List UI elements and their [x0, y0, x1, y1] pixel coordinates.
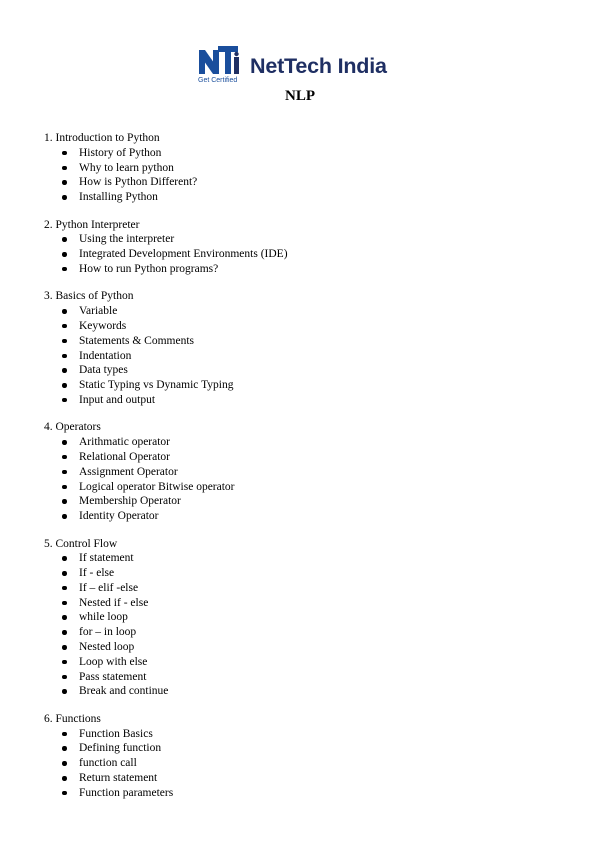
list-item [44, 378, 564, 393]
syllabus-section [44, 218, 564, 277]
list-item-text: Loop with else [79, 655, 148, 668]
syllabus-section [44, 289, 564, 407]
list-item [44, 146, 564, 161]
bullet-icon [62, 615, 67, 620]
nettech-logo [198, 44, 408, 88]
bullet-icon [62, 267, 67, 272]
list-item [44, 771, 564, 786]
page-title: NLP [285, 88, 315, 104]
list-item-text: If - else [79, 567, 115, 580]
section-title: 2. Python Interpreter [44, 218, 140, 231]
list-item [44, 509, 564, 524]
section-title: 3. Basics of Python [44, 290, 134, 303]
bullet-icon [62, 368, 67, 373]
bullet-icon [62, 237, 67, 242]
list-item-text: Input and output [79, 393, 156, 406]
bullet-icon [62, 455, 67, 460]
list-item-text: Function parameters [79, 786, 174, 799]
list-item-text: Data types [79, 364, 128, 377]
list-item-text: Integrated Development Environments (IDE) [79, 248, 288, 261]
list-item [44, 727, 564, 742]
syllabus-section [44, 712, 564, 801]
list-item [44, 363, 564, 378]
bullet-icon [62, 601, 67, 606]
list-item-text: Indentation [79, 349, 132, 362]
list-item [44, 670, 564, 685]
section-title: 4. Operators [44, 421, 101, 434]
list-item-text: Relational Operator [79, 450, 171, 463]
list-item [44, 435, 564, 450]
list-item-text: while loop [79, 611, 128, 624]
syllabus-content [44, 131, 564, 813]
list-item [44, 581, 564, 596]
bullet-icon [62, 645, 67, 650]
list-item [44, 625, 564, 640]
bullet-icon [62, 586, 67, 591]
list-item [44, 247, 564, 262]
bullet-icon [62, 761, 67, 766]
list-item [44, 786, 564, 801]
list-item [44, 596, 564, 611]
bullet-icon [62, 195, 67, 200]
bullet-icon [62, 689, 67, 694]
list-item [44, 262, 564, 277]
topic-list [44, 435, 564, 524]
list-item-text: Assignment Operator [79, 465, 178, 478]
bullet-icon [62, 791, 67, 796]
list-item [44, 551, 564, 566]
bullet-icon [62, 309, 67, 314]
list-item-text: Using the interpreter [79, 233, 175, 246]
bullet-icon [62, 324, 67, 329]
list-item-text: Return statement [79, 772, 158, 785]
list-item [44, 393, 564, 408]
section-title: 1. Introduction to Python [44, 132, 160, 144]
list-item [44, 610, 564, 625]
bullet-icon [62, 339, 67, 344]
topic-list [44, 304, 564, 408]
bullet-icon [62, 556, 67, 561]
list-item [44, 334, 564, 349]
syllabus-section [44, 420, 564, 524]
list-item-text: Logical operator Bitwise operator [79, 480, 235, 493]
bullet-icon [62, 499, 67, 504]
bullet-icon [62, 571, 67, 576]
list-item-text: How is Python Different? [79, 176, 198, 189]
list-item-text: If statement [79, 552, 134, 565]
topic-list [44, 232, 564, 276]
bullet-icon [62, 514, 67, 519]
list-item-text: function call [79, 757, 137, 770]
list-item [44, 640, 564, 655]
topic-list [44, 146, 564, 205]
list-item-text: Break and continue [79, 685, 169, 698]
bullet-icon [62, 252, 67, 257]
list-item-text: Identity Operator [79, 510, 159, 523]
list-item-text: Function Basics [79, 727, 153, 740]
bullet-icon [62, 440, 67, 445]
bullet-icon [62, 354, 67, 359]
bullet-icon [62, 485, 67, 490]
list-item [44, 480, 564, 495]
bullet-icon [62, 470, 67, 475]
list-item-text: Variable [79, 305, 118, 318]
topic-list [44, 727, 564, 801]
list-item-text: Defining function [79, 742, 162, 755]
syllabus-section [44, 131, 564, 205]
brand-name: NetTech India [250, 54, 387, 78]
list-item [44, 232, 564, 247]
list-item-text: Installing Python [79, 191, 158, 204]
list-item-text: History of Python [79, 146, 162, 159]
bullet-icon [62, 675, 67, 680]
bullet-icon [62, 398, 67, 403]
list-item [44, 450, 564, 465]
list-item [44, 465, 564, 480]
list-item [44, 684, 564, 699]
list-item [44, 175, 564, 190]
list-item-text: Membership Operator [79, 495, 181, 508]
list-item [44, 494, 564, 509]
bullet-icon [62, 151, 67, 156]
list-item [44, 566, 564, 581]
logo-tagline: Get Certified [198, 77, 238, 84]
list-item-text: Nested if - else [79, 596, 149, 609]
section-title: 6. Functions [44, 712, 101, 725]
list-item-text: Why to learn python [79, 161, 174, 174]
list-item-text: How to run Python programs? [79, 262, 219, 275]
list-item [44, 304, 564, 319]
list-item [44, 655, 564, 670]
syllabus-section [44, 537, 564, 700]
list-item [44, 319, 564, 334]
bullet-icon [62, 383, 67, 388]
list-item-text: Pass statement [79, 670, 147, 683]
bullet-icon [62, 166, 67, 171]
list-item-text: Arithmatic operator [79, 436, 171, 449]
bullet-icon [62, 746, 67, 751]
list-item [44, 741, 564, 756]
list-item-text: If – elif -else [79, 581, 139, 594]
list-item-text: Nested loop [79, 641, 135, 654]
list-item-text: Keywords [79, 319, 127, 332]
bullet-icon [62, 732, 67, 737]
section-title: 5. Control Flow [44, 537, 118, 550]
bullet-icon [62, 660, 67, 665]
list-item [44, 190, 564, 205]
list-item [44, 756, 564, 771]
list-item-text: for – in loop [79, 626, 137, 639]
bullet-icon [62, 630, 67, 635]
list-item [44, 161, 564, 176]
bullet-icon [62, 180, 67, 185]
list-item [44, 349, 564, 364]
topic-list [44, 551, 564, 699]
list-item-text: Static Typing vs Dynamic Typing [79, 379, 234, 392]
list-item-text: Statements & Comments [79, 334, 194, 347]
bullet-icon [62, 776, 67, 781]
